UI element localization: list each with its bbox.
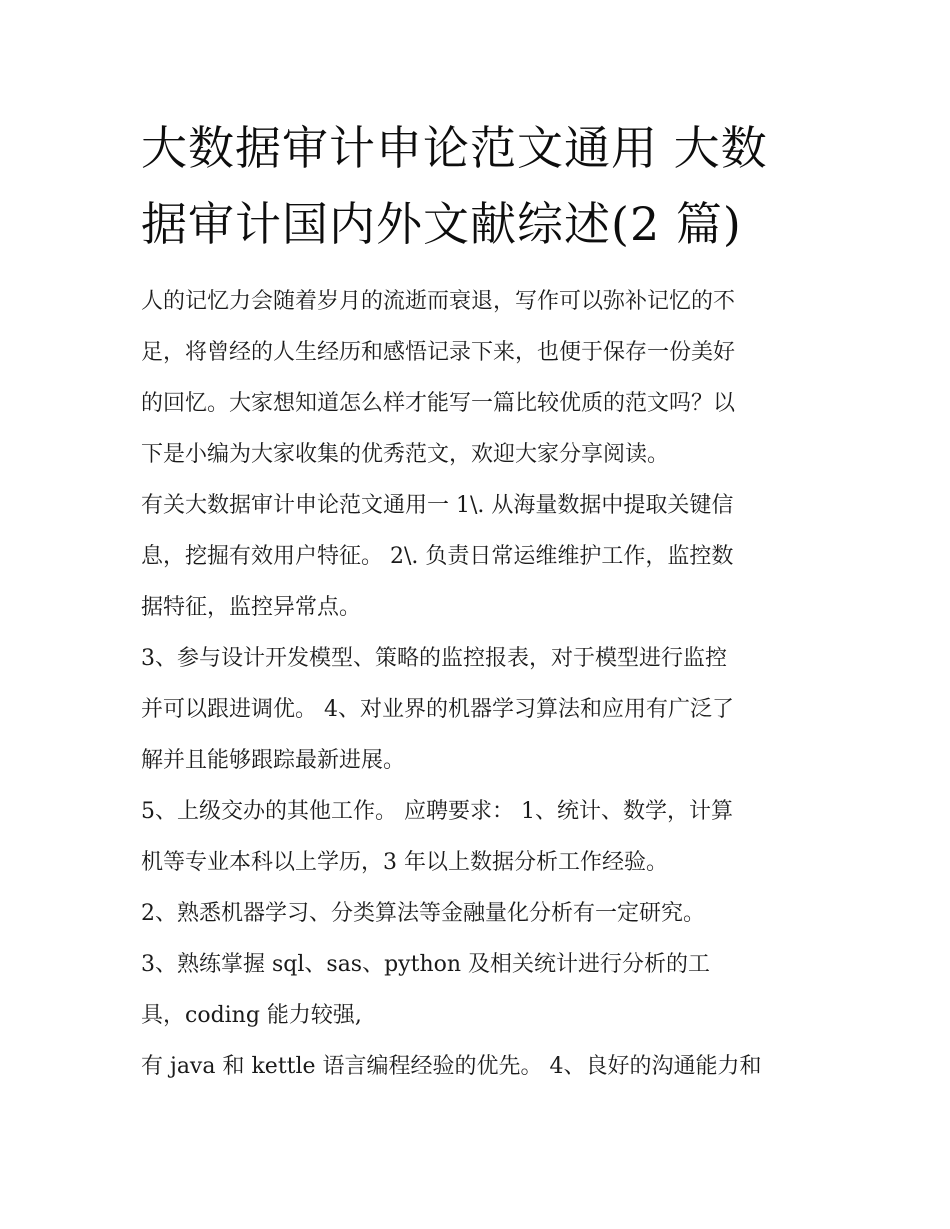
- title-line: 据审计国内外文献综述(2 篇): [141, 197, 742, 251]
- body-paragraph: [141, 1041, 831, 1092]
- document-body: [141, 276, 831, 1092]
- text-line: 的回忆。大家想知道怎么样才能写一篇比较优质的范文吗？以: [141, 391, 736, 416]
- text-line: 人的记忆力会随着岁月的流逝而衰退，写作可以弥补记忆的不: [141, 289, 736, 314]
- text-line: 5、上级交办的其他工作。 应聘要求： 1、统计、数学，计算: [141, 799, 733, 824]
- text-line: 有 java 和 kettle 语言编程经验的优先。 4、良好的沟通能力和: [141, 1054, 762, 1079]
- intro-paragraph: [141, 276, 831, 480]
- body-paragraph: [141, 633, 831, 786]
- text-line: 具，coding 能力较强,: [141, 1003, 362, 1028]
- text-line: 息，挖掘有效用户特征。 2\. 负责日常运维维护工作，监控数: [141, 544, 734, 569]
- text-line: 足，将曾经的人生经历和感悟记录下来，也便于保存一份美好: [141, 340, 736, 365]
- body-paragraph: [141, 786, 831, 888]
- text-line: 2、熟悉机器学习、分类算法等金融量化分析有一定研究。: [141, 901, 705, 926]
- text-line: 有关大数据审计申论范文通用一 1\. 从海量数据中提取关键信: [141, 493, 734, 518]
- body-paragraph: [141, 888, 831, 939]
- body-paragraph: [141, 480, 831, 633]
- text-line: 解并且能够跟踪最新进展。: [141, 748, 406, 773]
- text-line: 下是小编为大家收集的优秀范文，欢迎大家分享阅读。: [141, 442, 670, 467]
- text-line: 机等专业本科以上学历，3 年以上数据分析工作经验。: [141, 850, 668, 875]
- text-line: 据特征，监控异常点。: [141, 595, 362, 620]
- text-line: 并可以跟进调优。 4、对业界的机器学习算法和应用有广泛了: [141, 697, 734, 722]
- body-paragraph: [141, 939, 831, 1041]
- text-line: 3、参与设计开发模型、策略的监控报表，对于模型进行监控: [141, 646, 727, 671]
- text-line: 3、熟练掌握 sql、sas、python 及相关统计进行分析的工: [141, 952, 711, 977]
- title-line: 大数据审计申论范文通用 大数: [141, 121, 768, 175]
- document-title: [141, 110, 821, 262]
